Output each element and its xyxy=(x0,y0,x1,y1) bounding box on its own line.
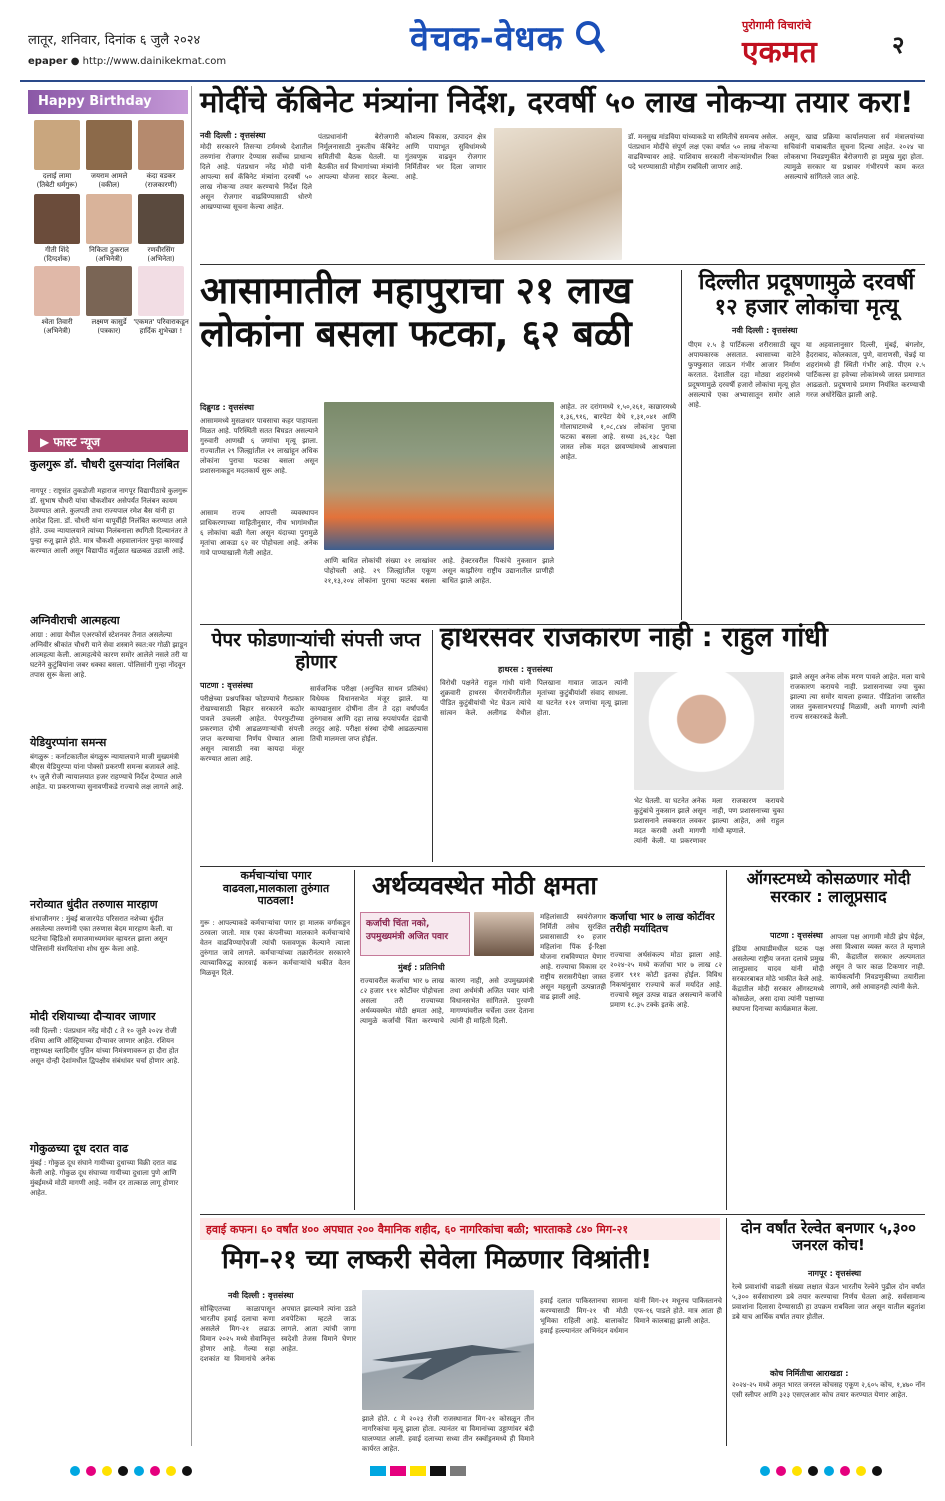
news-headline: गोकुळच्या दूध दरात वाढ xyxy=(30,1142,129,1155)
byline: नवी दिल्ली : वृत्तसंस्था xyxy=(200,131,266,140)
hathras-headline: हाथरसवर राजकारण नाही : राहुल गांधी xyxy=(440,622,828,653)
magnifier-icon xyxy=(575,20,605,54)
news-text: संभाजीनगर : मुंबई बाजारपेठ परिसरात नशेच्या धुंदीत असलेल्या तरुणांनी एका तरुणास बेदम मारहाण केली. या घटनेचा व्हिडिओ समाजमाध्यमांवर व्हायरल झाला असून पोलिसांनी संशयितांचा शोध सुरू केला आहे. xyxy=(30,915,173,953)
article-text: पंतप्रधानांनी बेरोजगारी निर्मूलनासाठी नुकतीच कॅबिनेट समितीची बैठक घेतली. या बैठकीत सर्व विभागांच्या मंत्र्यांनी आपल्या योजना सादर केल्या. कौशल्य विकास, उत्पादन क्षेत्र आणि पायाभूत सुविधांमध्ये गुंतवणूक वाढवून रोजगार निर्मितीवर भर दिला जाणार आहे. xyxy=(318,133,486,181)
person-name: जयराम आमले (वकील) xyxy=(90,172,128,189)
article-text: परीक्षेच्या प्रश्नपत्रिका फोडण्याचे गैरप्रकार रोखण्यासाठी बिहार सरकारने कठोर पावले उचलली आहेत. पेपरफुटीच्या प्रकरणात दोषी आढळणाऱ्यांची संपत्ती जप्त करण्याचा निर्णय घेण्यात आला असून त्यासाठी नवा कायदा मंजूर करण्यात आला आहे. xyxy=(200,695,304,763)
print-registration-marks xyxy=(20,1452,925,1492)
article-text: मोदी सरकारने तिसऱ्या टर्ममध्ये देशातील तरुणांना रोजगार देण्यास सर्वोच्च प्राधान्य दिले आहे. पंतप्रधान नरेंद्र मोदी यांनी आपल्या सर्व कॅबिनेट मंत्र्यांना दरवर्षी ५० लाख नोकऱ्या तयार करण्याचे निर्देश दिले असून रोजगार वाढविण्यासाठी धोरणे आखण्याच्या सूचना केल्या आहेत. xyxy=(200,143,312,211)
greeting-note: 'एकमत' परिवाराकडून हार्दिक शुभेच्छा ! xyxy=(133,318,189,335)
black-dot xyxy=(182,1466,192,1476)
workers-headline: कर्मचाऱ्यांचा पगार वाढवला,मालकाला तुरुंगात पाठवला! xyxy=(222,869,330,908)
byline: नवी दिल्ली : वृत्तसंस्था xyxy=(732,326,798,335)
divider xyxy=(681,270,682,620)
yellow-dot xyxy=(856,1466,866,1476)
black-dot xyxy=(808,1466,818,1476)
magenta-dot xyxy=(840,1466,850,1476)
header-rule xyxy=(20,80,925,82)
article-text: सोव्हिएतच्या काळापासून भारतीय हवाई दलाचा कणा असलेले मिग-२१ लढाऊ विमान २०२५ मध्ये सेवानिवृत्त होणार आहे. गेल्या सहा दशकांत या विमानांचे अनेक अपघात झाल्याने त्यांना उडते शवपेटिका म्हटले जाऊ लागले. आता त्यांची जागा स्वदेशी तेजस विमाने घेणार आहेत. xyxy=(200,1305,356,1363)
article-text: या अहवालानुसार दिल्ली, मुंबई, बंगलोर, हैदराबाद, कोलकाता, पुणे, वाराणसी, चेन्नई या शहरांमध्ये ही स्थिती गंभीर आहे. पीएम २.५ पार्टिकल्स हा हवेच्या लोकांमध्ये जास्त प्रमाणात आढळतो. प्रदूषणाचे प्रमाण नियंत्रित करण्याची गरज अधोरेखित झाली आहे. xyxy=(806,341,925,399)
magenta-dot xyxy=(150,1466,160,1476)
divider xyxy=(432,630,433,862)
article-text: आपला पक्ष आगामी मोठी झेप घेईल, असा विश्वास व्यक्त करत ते म्हणाले की, केंद्रातील सरकार अल्पमतात असून ते फार काळ टिकणार नाही. कार्यकर्त्यांनी निवडणुकीच्या तयारीला लागावे, असे आवाहनही त्यांनी केले. xyxy=(830,933,925,991)
divider xyxy=(200,264,925,265)
news-text: नागपूर : राष्ट्रसंत तुकडोजी महाराज नागपूर विद्यापीठाचे कुलगुरू डॉ. सुभाष चौधरी यांचा चौकशीवर असेपर्यंत निलंबन कायम ठेवण्यात आले. कुलपती तथा राज्यपाल रमेश बैस यांनी हा आदेश दिला. डॉ. चौधरी यांना यापूर्वीही निलंबित करण्यात आले होते. उच्च न्यायालयाने त्यांच्या निलंबनाला स्थगिती दिल्यानंतर ते पुन्हा रुजू झाले होते. मात्र चौकशी अहवालानंतर पुन्हा कारवाई करण्यात आली असून विद्यापीठ वर्तुळात खळबळ उडाली आहे. xyxy=(30,487,188,555)
issue-date: लातूर, शनिवार, दिनांक ६ जुलै २०२४ xyxy=(28,33,201,48)
yellow-swatch xyxy=(410,1466,426,1476)
article-text: इंडिया आघाडीमधील घटक पक्ष असलेल्या राष्ट्रीय जनता दलाचे प्रमुख लालूप्रसाद यादव यांनी मोदी सरकारबाबत मोठे भाकीत केले आहे. केंद्रातील मोदी सरकार ऑगस्टमध्ये कोसळेल, असा दावा त्यांनी पक्षाच्या स्थापना दिनाच्या कार्यक्रमात केला. xyxy=(732,945,824,1013)
cyan-dot xyxy=(70,1466,80,1476)
news-headline: कुलगुरू डॉ. चौधरी दुसऱ्यांदा निलंबित xyxy=(30,458,180,471)
byline: हाथरस : वृत्तसंस्था xyxy=(498,665,553,674)
magenta-swatch xyxy=(390,1466,406,1476)
black-swatch xyxy=(430,1466,446,1476)
article-text: आहेत. तर दरांगमध्ये १,५०,२६१, काछारमध्ये १,३६,९१६, बारपेटा येथे १,३१,०४१ आणि गोलाघाटमध्ये १,०८,८४४ लोकांना पुराचा फटका बसला आहे. सध्या ३६,१३८ पेक्षा जास्त लोक मदत छावण्यांमध्ये आश्रयाला आहेत. xyxy=(560,403,676,461)
ajit-pawar-photo xyxy=(474,912,534,956)
globe-icon: ● xyxy=(70,56,83,67)
yellow-dot xyxy=(792,1466,802,1476)
article-text: पीएम २.५ हे पार्टिकल्स शरीरासाठी खूप अपायकारक असतात. श्वासाच्या वाटेने फुफ्फुसात जाऊन गंभीर आजार निर्माण करतात. देशातील दहा मोठ्या शहरांमध्ये प्रदूषणामुळे दरवर्षी हजारो लोकांचा मृत्यू होत असल्याचे एका अभ्यासातून समोर आले आहे. xyxy=(688,341,800,409)
section-title: वेचक-वेधक xyxy=(410,19,564,59)
black-dot xyxy=(118,1466,128,1476)
fast-news-banner: ▶ फास्ट न्यूज xyxy=(28,430,188,452)
assam-headline: आसामातील महापुराचा २१ लाख लोकांना बसला फटका, ६२ बळी xyxy=(200,269,633,355)
article-text: हवाई दलात पाकिस्तानचा सामना करण्यासाठी मिग-२१ ची मोठी भूमिका राहिली आहे. बालाकोट हवाई हल्ल्यानंतर अभिनंदन वर्धमान यांनी मिग-२१ मधूनच पाकिस्तानचे एफ-१६ पाडले होते. मात्र आता ही विमाने कालबाह्य झाली आहेत. xyxy=(540,1297,722,1335)
modi-headline: मोदींचे कॅबिनेट मंत्र्यांना निर्देश, दरवर्षी ५० लाख नोकऱ्या तयार करा! xyxy=(200,85,914,119)
economy-box-headline: कर्जाचा भार ७ लाख कोटींवर तरीही मर्यादितच xyxy=(610,912,715,935)
divider xyxy=(354,870,355,1210)
byline: मुंबई : प्रतिनिधी xyxy=(398,963,445,972)
article-text: २०२४-२५ मध्ये अमृत भारत जनरल कोचसह एकूण २,६०५ कोच, १,४७० नॉन एसी स्लीपर आणि ३२३ एसएलआर कोच तयार करण्यात येणार आहेत. xyxy=(732,1381,925,1399)
bullet-icon: ▶ xyxy=(40,435,54,449)
black-dot xyxy=(872,1466,882,1476)
rahul-gandhi-photo xyxy=(634,672,784,790)
byline: दिब्रुगड : वृत्तसंस्था xyxy=(200,403,254,412)
avatar xyxy=(138,194,184,244)
bouquet-icon xyxy=(138,266,184,316)
news-headline: नरोव्यात धुंदीत तरुणास मारहाण xyxy=(30,898,158,911)
paper-headline: पेपर फोडणाऱ्यांची संपत्ती जप्त होणार xyxy=(211,629,421,673)
person-name: निकिता ठुकराल (अभिनेत्री) xyxy=(89,246,129,263)
yellow-dot xyxy=(102,1466,112,1476)
news-headline: येडियुरप्पांना समन्स xyxy=(30,736,107,749)
article-text: भेट घेतली. या घटनेत अनेक कुटुंबांचे नुकसान झाले असून प्रशासनाने लवकरात लवकर मदत करावी अशी मागणी त्यांनी केली. या प्रकरणावर मला राजकारण करायचे नाही, पण प्रशासनाच्या चुका झाल्या आहेत, असे राहुल गांधी म्हणाले. xyxy=(634,797,784,845)
magenta-dot xyxy=(776,1466,786,1476)
jet-icon xyxy=(362,1290,534,1410)
cyan-dot xyxy=(134,1466,144,1476)
article-text: असून, खाद्य प्रक्रिया कार्यालयाला सर्व मंत्रालयांच्या सचिवांनी याबाबतीत सूचना दिल्या आहेत. २०२४ चा लोकसभा निवडणुकीत बेरोजगारी हा प्रमुख मुद्दा होता. त्यामुळे सरकार या प्रश्नावर गंभीरपणे काम करत असल्याचे सांगितले जात आहे. xyxy=(784,133,924,181)
article-text: विरोधी पक्षनेते राहुल गांधी यांनी शुक्रवारी हाथरस चेंगराचेंगरीतील पीडित कुटुंबीयांची भेट घेऊन त्यांचे सांत्वन केले. अलीगढ येथील पिलखाना गावात जाऊन त्यांनी मृतांच्या कुटुंबीयांशी संवाद साधला. या घटनेत १२१ जणांचा मृत्यू झाला होता. xyxy=(440,679,628,717)
avatar xyxy=(34,120,80,170)
person-name: रणवीरसिंग (अभिनेता) xyxy=(147,246,175,263)
article-text: राज्याचा अर्थसंकल्प मोठा झाला आहे. २०२४-२५ मध्ये कर्जाचा भार ७ लाख ८२ हजार ९११ कोटी इतका होईल. विविध निकषांनुसार राज्याचे कर्ज मर्यादेत आहे. राज्याचे स्थूल उत्पन्न वाढत असल्याने कर्जाचे प्रमाण १८.३५ टक्के इतके आहे. xyxy=(610,951,722,1009)
article-text: रेल्वे प्रवाशांची वाढती संख्या लक्षात घेऊन भारतीय रेल्वेने पुढील दोन वर्षांत ५,३०० सर्वसाधारण डबे तयार करण्याचा निर्णय घेतला आहे. सर्वसामान्य प्रवाशांना दिलासा देण्यासाठी हा उपक्रम राबविला जात असून यातील बहुतांश डबे याच आर्थिक वर्षात तयार होतील. xyxy=(732,1283,925,1321)
byline: नवी दिल्ली : वृत्तसंस्था xyxy=(228,1291,294,1300)
brand-tagline: पुरोगामी विचारांचे xyxy=(742,19,812,32)
divider xyxy=(726,1218,727,1446)
article-text: सार्वजनिक परीक्षा (अनुचित साधन प्रतिबंध) विधेयक विधानसभेत मंजूर झाले. या कायद्यानुसार दोषींना तीन ते दहा वर्षांपर्यंत तुरुंगवास आणि दहा लाख रुपयांपर्यंत दंडाची तरतूद आहे. परीक्षा संस्था दोषी आढळल्यास तिची मालमत्ता जप्त होईल. xyxy=(310,685,428,743)
article-text: डॉ. मनसुख मांडविया यांच्याकडे या समितीचे समन्वय असेल. पंतप्रधान मोदींचे संपूर्ण लक्ष एका वर्षात ५० लाख नोकऱ्या वाढविण्यावर आहे. याशिवाय सरकारी नोकऱ्यांमधील रिक्त पदे भरण्यासाठी मोहीम राबविली जाणार आहे. xyxy=(628,133,778,171)
page-number: २ xyxy=(892,31,905,59)
news-text: बंगळुरू : कर्नाटकातील बंगळुरू न्यायालयाने माजी मुख्यमंत्री बीएस येडियुरप्पा यांना पोक्सो प्रकरणी समन्स बजावले आहे. १५ जुलै रोजी न्यायालयात हजर राहण्याचे निर्देश देण्यात आले आहेत. या प्रकरणाच्या सुनावणीकडे राज्याचे लक्ष लागले आहे. xyxy=(30,753,184,791)
lalu-headline: ऑगस्टमध्ये कोसळणार मोदी सरकार : लालूप्रसाद xyxy=(746,869,911,907)
rail-subhead: कोच निर्मितीचा आराखडा : xyxy=(770,1369,849,1378)
yellow-dot xyxy=(166,1466,176,1476)
economy-subhead: कर्जाची चिंता नको, उपमुख्यमंत्री अजित पवार xyxy=(366,919,449,942)
news-text: मुंबई : गोकुळ दूध संघाने गायीच्या दुधाच्या विक्री दरात वाढ केली आहे. गोकुळ दूध संघाच्या गायीच्या दुधाला पुणे आणि मुंबईमध्ये मोठी मागणी आहे. नवीन दर तात्काळ लागू होणार आहेत. xyxy=(30,1159,179,1197)
byline: पाटणा : वृत्तसंस्था xyxy=(770,931,823,940)
flood-photo xyxy=(324,402,554,550)
news-text: नवी दिल्ली : पंतप्रधान नरेंद्र मोदी ८ ते १० जुलै २०२४ रोजी रशिया आणि ऑस्ट्रियाच्या दौऱ्यावर जाणार आहेत. रशियन राष्ट्राध्यक्ष व्लादिमीर पुतिन यांच्या निमंत्रणावरून हा दौरा होत असून दोन्ही देशांमधील द्विपक्षीय संबंधांवर चर्चा होणार आहे. xyxy=(30,1027,180,1065)
avatar xyxy=(86,194,132,244)
cyan-dot xyxy=(760,1466,770,1476)
avatar xyxy=(86,266,132,316)
avatar xyxy=(34,266,80,316)
article-text: झाले असून अनेक लोक मरण पावले आहेत. मला याचे राजकारण करायचे नाही. प्रशासनाच्या ज्या चुका झाल्या त्या समोर यायला हव्यात. पीडितांना जास्तीत जास्त नुकसानभरपाई मिळावी, अशी मागणी त्यांनी राज्य सरकारकडे केली. xyxy=(790,673,925,721)
modi-photo xyxy=(494,128,622,260)
mig-headline: मिग-२१ च्या लष्करी सेवेला मिळणार विश्रांती! xyxy=(222,1245,653,1275)
economy-subhead-box xyxy=(360,912,470,956)
person-name: दलाई लामा (तिबेटी धर्मगुरू) xyxy=(36,172,78,189)
mig-strip: हवाई कफन। ६० वर्षांत ४०० अपघात २०० वैमानिक शहीद, ६० नागरिकांचा बळी; भारताकडे ८४० मिग-२१ xyxy=(200,1218,720,1240)
url-text: http://www.dainikekmat.com xyxy=(82,56,227,67)
birthday-banner: Happy Birthday xyxy=(28,90,188,114)
article-text: महिलांसाठी स्वयंरोजगार निर्मिती तसेच सुरक्षित प्रवासासाठी १० हजार महिलांना पिंक ई-रिक्षा योजना राबविण्यात येणार आहे. राज्याचा विकास दर राष्ट्रीय सरासरीपेक्षा जास्त असून महसुली उत्पन्नातही वाढ झाली आहे. xyxy=(540,913,606,1001)
magenta-dot xyxy=(86,1466,96,1476)
person-name: लक्ष्मण कासुर्डे (पत्रकार) xyxy=(91,318,127,335)
divider xyxy=(726,870,727,1210)
epaper-url[interactable] xyxy=(28,56,226,67)
brand-logo: एकमत xyxy=(742,35,817,70)
person-name: श्वेता तिवारी (अभिनेत्री) xyxy=(41,318,73,335)
economy-headline: अर्थव्यवस्थेत मोठी क्षमता xyxy=(372,871,597,900)
grey-swatch xyxy=(450,1466,466,1476)
rail-headline: दोन वर्षांत रेल्वेत बनणार ५,३०० जनरल कोच! xyxy=(741,1219,916,1255)
news-text: आग्रा : आग्रा येथील एअरफोर्स स्टेशनवर तैनात असलेल्या अग्निवीर श्रीकांत चौधरी याने सेवा शस्त्राने स्वत:वर गोळी झाडून आत्महत्या केली. आत्महत्येचे कारण समोर आलेले नसले तरी या घटनेने कुटुंबियांना जबर धक्का बसला. पोलिसांनी गुन्हा नोंदवून तपास सुरू केला आहे. xyxy=(30,631,188,679)
article-text: झाले होते. ८ मे २०२३ रोजी राजस्थानात मिग-२१ कोसळून तीन नागरिकांचा मृत्यू झाला होता. त्यानंतर या विमानांच्या उड्डाणांवर बंदी घालण्यात आली. हवाई दलाच्या सध्या तीन स्क्वॉड्रनमध्ये ही विमाने कार्यरत आहेत. xyxy=(362,1415,534,1453)
article-text: आसाम राज्य आपत्ती व्यवस्थापन प्राधिकरणाच्या माहितीनुसार, नीच भागांमधील ६ लोकांचा बळी गेला असून यंदाच्या पुरामुळे मृतांचा आकडा ६२ वर पोहोचला आहे. अनेक गावे पाण्याखाली गेली आहेत. xyxy=(200,509,318,557)
delhi-headline: दिल्लीत प्रदूषणामुळे दरवर्षी १२ हजार लोकांचा मृत्यू xyxy=(698,270,915,321)
avatar xyxy=(34,194,80,244)
article-text: आसाममध्ये मुसळधार पावसाचा कहर पाहायला मिळत आहे. परिस्थिती सतत बिघडत असल्याने गुरुवारी आणखी ६ जणांचा मृत्यू झाला. राज्यातील २९ जिल्ह्यांतील २१ लाखांहून अधिक लोकांना पुराचा फटका बसला असून प्रशासनाकडून मदतकार्य सुरू आहे. xyxy=(200,417,318,475)
mig21-photo xyxy=(362,1290,534,1410)
news-headline: अग्निवीराची आत्महत्या xyxy=(30,614,120,627)
cyan-dot xyxy=(824,1466,834,1476)
article-text: राज्यावरील कर्जाचा भार ७ लाख ८२ हजार ९११ कोटींवर पोहोचला असला तरी राज्याच्या अर्थव्यवस्थेत मोठी क्षमता आहे, त्यामुळे कर्जाची चिंता करण्याचे कारण नाही, असे उपमुख्यमंत्री तथा अर्थमंत्री अजित पवार यांनी विधानसभेत सांगितले. पुरवणी मागण्यांवरील चर्चेला उत्तर देताना त्यांनी ही माहिती दिली. xyxy=(360,977,534,1025)
cyan-swatch xyxy=(370,1466,386,1476)
article-text: आणि बाधित लोकांची संख्या २१ लाखांवर पोहोचली आहे. २९ जिल्ह्यांतील एकूण २१,१३,२०४ लोकांना पुराचा फटका बसला आहे. हेक्टरवरील पिकांचे नुकसान झाले असून काझीरंगा राष्ट्रीय उद्यानातील प्राणीही बाधित झाले आहेत. xyxy=(324,557,554,585)
divider xyxy=(200,866,925,867)
avatar xyxy=(138,120,184,170)
avatar xyxy=(86,120,132,170)
news-headline: मोदी रशियाच्या दौऱ्यावर जाणार xyxy=(30,1010,156,1023)
epaper-label: epaper xyxy=(28,56,68,67)
article-text: गुरू : आपल्याकडे कर्मचाऱ्यांचा पगार हा मालक वर्गाकडून ठरवला जातो. मात्र एका कंपनीच्या मालकाने कर्मचाऱ्यांचे वेतन वाढविण्याऐवजी त्यांची फसवणूक केल्याने त्याला तुरुंगात जावे लागले. कर्मचाऱ्यांच्या तक्रारीनंतर सरकारने त्याच्याविरुद्ध कारवाई करून कर्मचाऱ्यांचे थकीत वेतन मिळवून दिले. xyxy=(200,919,350,977)
divider xyxy=(200,1214,925,1215)
byline: नागपूर : वृत्तसंस्था xyxy=(808,1269,862,1278)
sidebar xyxy=(20,86,192,1446)
person-name: कंदा वडकर (राजकारणी) xyxy=(144,172,178,189)
byline: पाटणा : वृत्तसंस्था xyxy=(200,681,253,690)
person-name: गीती शिंदे (दिग्दर्शक) xyxy=(43,246,71,263)
